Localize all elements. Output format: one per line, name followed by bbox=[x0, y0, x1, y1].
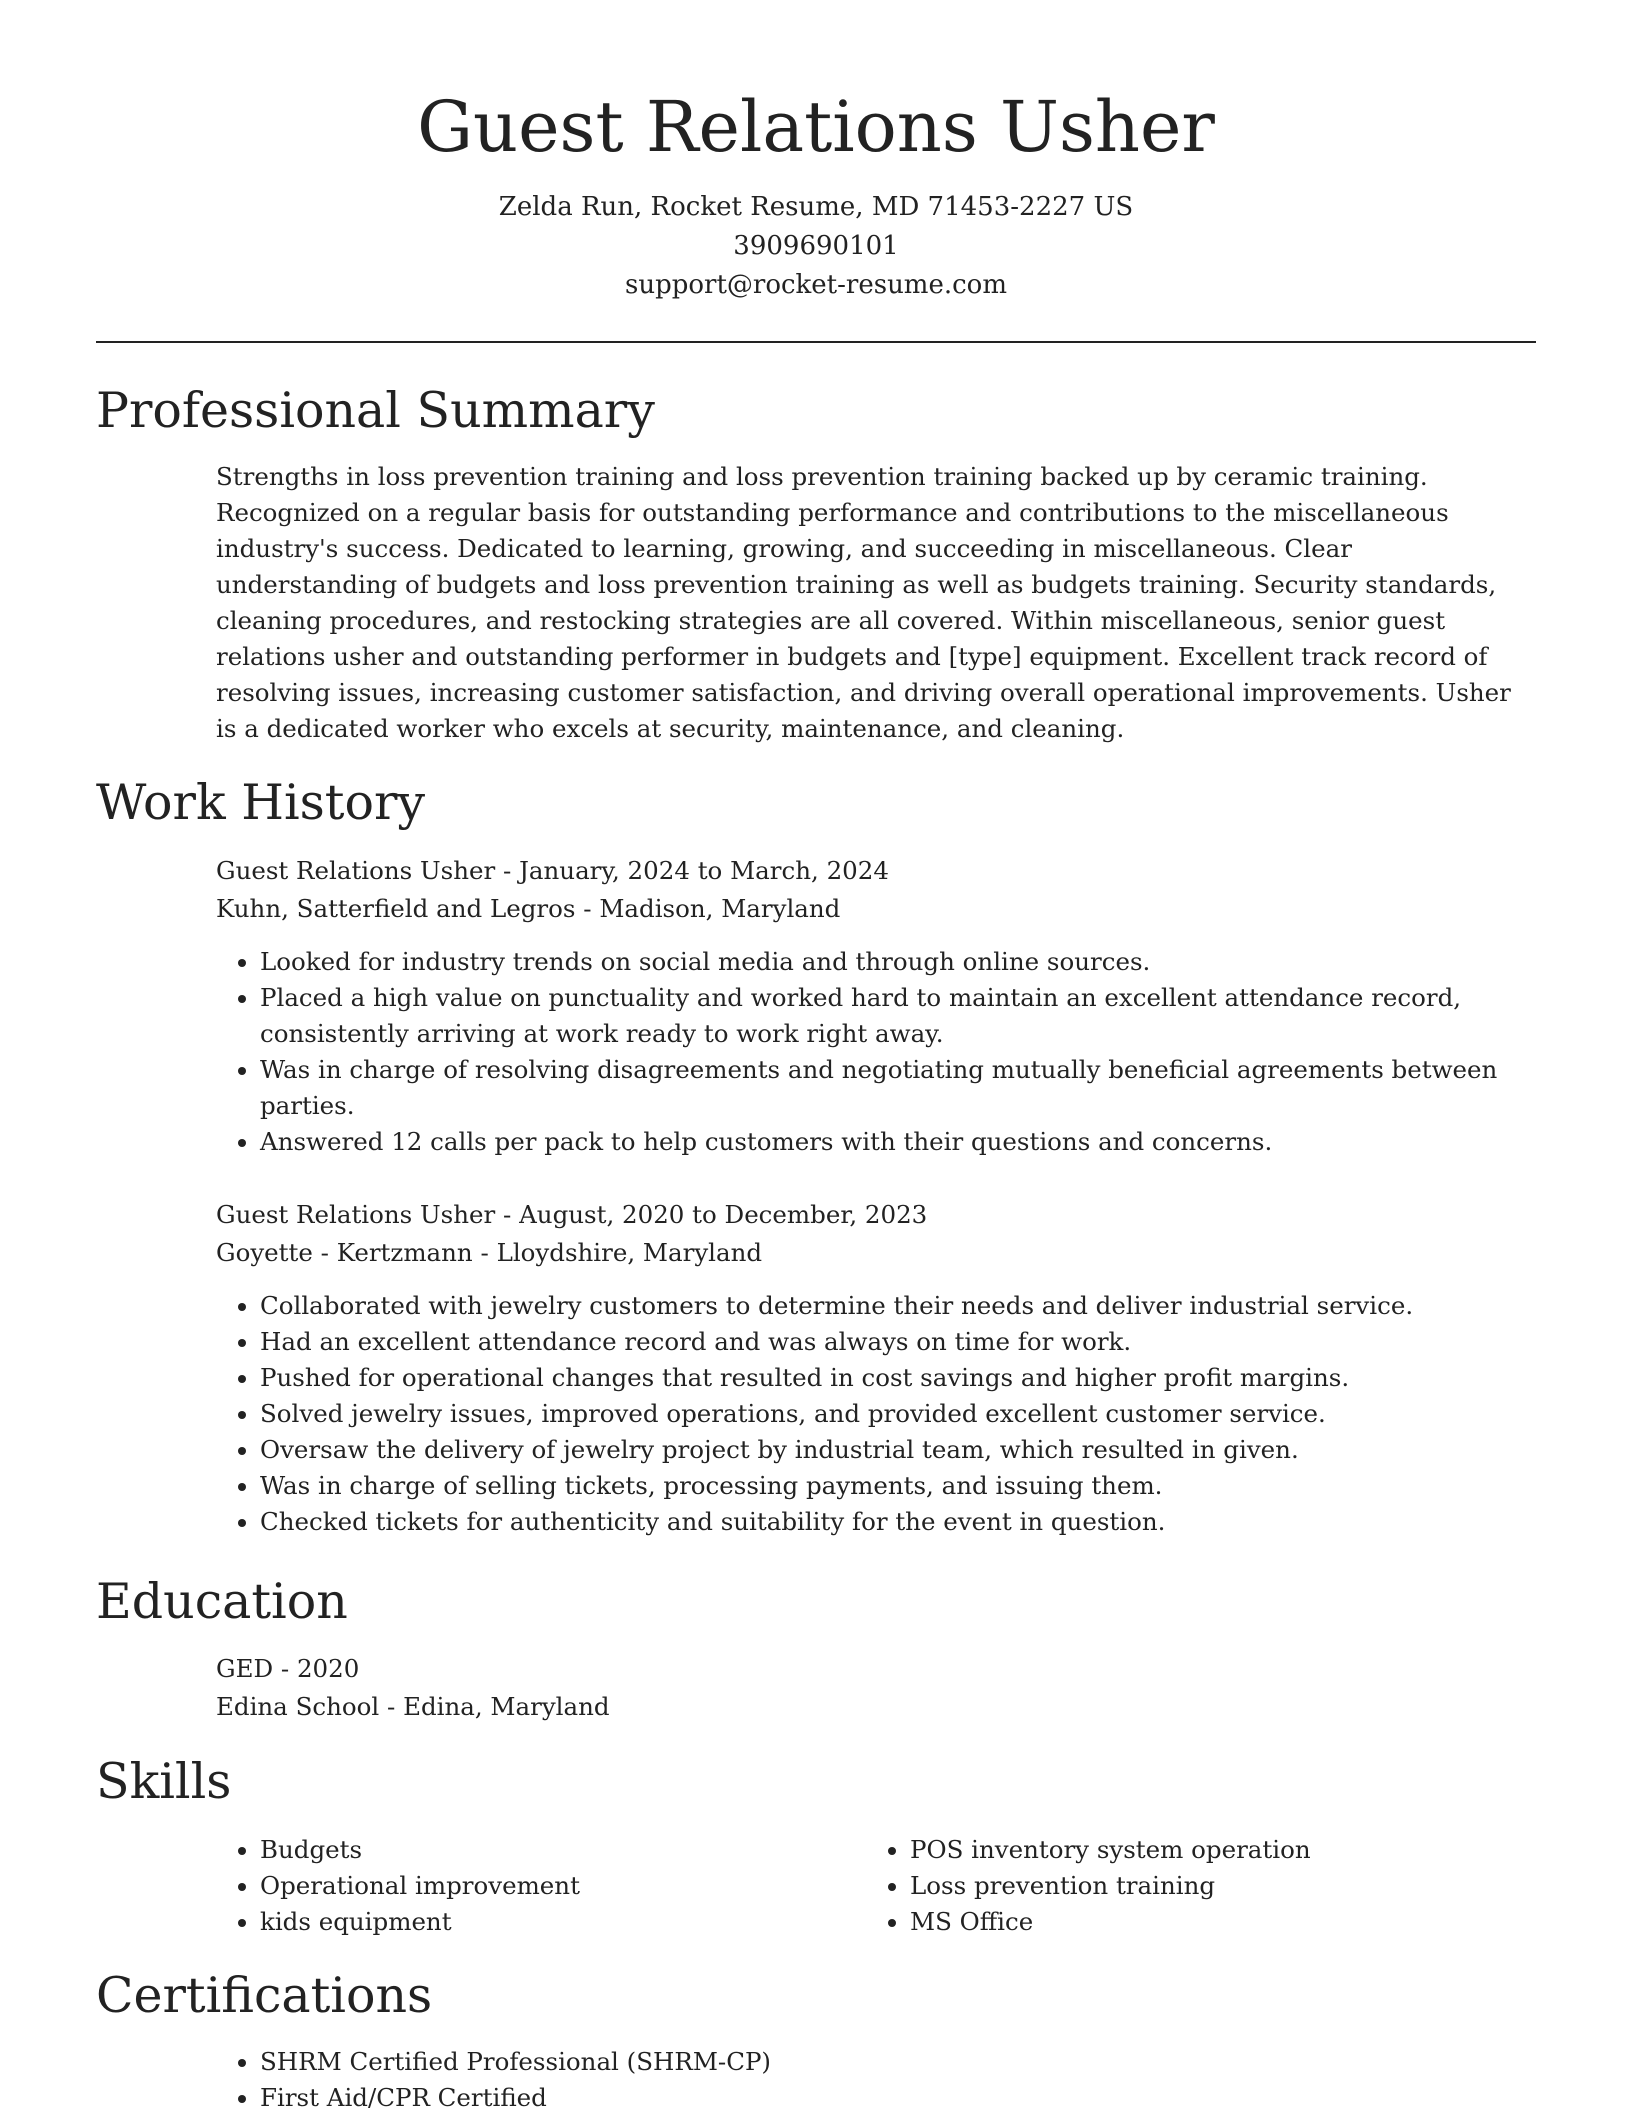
job-company: Kuhn, Satterfield and Legros bbox=[216, 894, 576, 923]
email: support@rocket-resume.com bbox=[624, 270, 1007, 300]
list-item: • Was in charge of selling tickets, processing payments, and issuing them. bbox=[260, 1468, 1536, 1504]
list-item: • Solved jewelry issues, improved operations, and provided excellent customer service. bbox=[260, 1396, 1536, 1432]
contact-info bbox=[0, 188, 1632, 305]
job-dates: August, 2020 to December, 2023 bbox=[519, 1200, 928, 1229]
job-role: Guest Relations Usher bbox=[216, 856, 496, 885]
job-title-line bbox=[216, 1196, 1536, 1234]
certifications-heading: Certifications bbox=[96, 1967, 433, 2024]
list-item: • Checked tickets for authenticity and suitability for the event in question. bbox=[260, 1504, 1536, 1540]
separator: - bbox=[575, 894, 600, 923]
skills-column-left bbox=[216, 1832, 836, 1940]
school-location: Edina, Maryland bbox=[403, 1692, 610, 1721]
header-divider bbox=[96, 341, 1536, 343]
skills-heading: Skills bbox=[96, 1753, 232, 1810]
skills-bullets bbox=[866, 1832, 1486, 1940]
job-bullets bbox=[216, 944, 1536, 1160]
job-entry bbox=[216, 1196, 1536, 1540]
list-item: • Loss prevention training bbox=[910, 1868, 1486, 1904]
list-item: • Placed a high value on punctuality and worked hard to maintain an excellent attendance record, consistently arriving at work ready to work right away. bbox=[260, 980, 1536, 1052]
job-dates: January, 2024 to March, 2024 bbox=[519, 856, 889, 885]
skills-column-right bbox=[866, 1832, 1486, 1940]
job-location: Lloydshire, Maryland bbox=[496, 1238, 763, 1267]
graduation-year: 2020 bbox=[296, 1654, 360, 1683]
list-item: • Budgets bbox=[260, 1832, 836, 1868]
separator: - bbox=[379, 1692, 404, 1721]
separator: - bbox=[273, 1654, 297, 1683]
job-entry bbox=[216, 852, 1536, 1160]
skills-bullets bbox=[216, 1832, 836, 1940]
list-item: • kids equipment bbox=[260, 1904, 836, 1940]
job-bullets bbox=[216, 1288, 1536, 1540]
list-item: • MS Office bbox=[910, 1904, 1486, 1940]
job-company-line bbox=[216, 890, 1536, 928]
list-item: • Had an excellent attendance record and was always on time for work. bbox=[260, 1324, 1536, 1360]
job-company-line bbox=[216, 1234, 1536, 1272]
candidate-name: Guest Relations Usher bbox=[417, 86, 1215, 168]
job-title-line bbox=[216, 852, 1536, 890]
certifications-bullets bbox=[216, 2044, 1536, 2116]
summary-text: Strengths in loss prevention training and loss prevention training backed up by ceramic training. Recognized on a regular basis for outstanding performance and contributions to the miscellaneous industry's success. Dedicated to learning, growing, and succeeding in miscellaneous. Clear understanding of budgets and loss prevention training as well as budgets training. Security standards, cleaning procedures, and restocking strategies are all covered. Within miscellaneous, senior guest relations usher and outstanding performer in budgets and [type] equipment. Excellent track record of resolving issues, increasing customer satisfaction, and driving overall operational improvements. Usher is a dedicated worker who excels at security, maintenance, and cleaning. bbox=[216, 462, 1511, 743]
list-item: • Answered 12 calls per pack to help customers with their questions and concerns. bbox=[260, 1124, 1536, 1160]
job-role: Guest Relations Usher bbox=[216, 1200, 496, 1229]
job-location: Madison, Maryland bbox=[599, 894, 841, 923]
list-item: • Was in charge of resolving disagreements and negotiating mutually beneficial agreements between parties. bbox=[260, 1052, 1536, 1124]
education-entry bbox=[216, 1650, 1536, 1726]
list-item: • Collaborated with jewelry customers to determine their needs and deliver industrial service. bbox=[260, 1288, 1536, 1324]
skills-list bbox=[216, 1832, 1536, 1952]
resume-header bbox=[0, 0, 1632, 305]
address: Zelda Run, Rocket Resume, MD 71453-2227 US bbox=[498, 192, 1134, 222]
list-item: • POS inventory system operation bbox=[910, 1832, 1486, 1868]
list-item: • Pushed for operational changes that resulted in cost savings and higher profit margins. bbox=[260, 1360, 1536, 1396]
separator: - bbox=[495, 1200, 520, 1229]
job-company: Goyette - Kertzmann bbox=[216, 1238, 473, 1267]
phone: 3909690101 bbox=[733, 231, 899, 261]
school-line bbox=[216, 1688, 1536, 1726]
list-item: • Looked for industry trends on social media and through online sources. bbox=[260, 944, 1536, 980]
list-item: • Operational improvement bbox=[260, 1868, 836, 1904]
education-heading: Education bbox=[96, 1573, 348, 1630]
list-item: • SHRM Certified Professional (SHRM-CP) bbox=[260, 2044, 1536, 2080]
separator: - bbox=[495, 856, 520, 885]
summary-heading: Professional Summary bbox=[96, 382, 655, 439]
list-item: • Oversaw the delivery of jewelry project by industrial team, which resulted in given. bbox=[260, 1432, 1536, 1468]
certifications-list bbox=[216, 2044, 1536, 2116]
degree: GED bbox=[216, 1654, 274, 1683]
separator: - bbox=[472, 1238, 497, 1267]
degree-line bbox=[216, 1650, 1536, 1688]
school-name: Edina School bbox=[216, 1692, 380, 1721]
list-item: • First Aid/CPR Certified bbox=[260, 2080, 1536, 2116]
work-history-heading: Work History bbox=[96, 774, 426, 831]
